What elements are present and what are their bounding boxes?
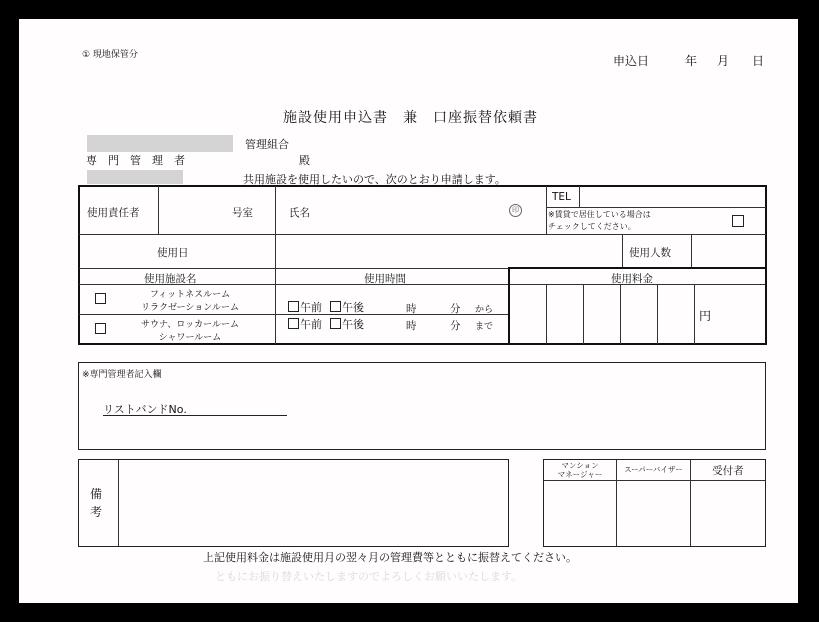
start-pm-checkbox[interactable] (330, 301, 341, 312)
tel-label: TEL (552, 191, 571, 203)
name-label: 氏名 (289, 207, 310, 219)
manager-section-title: ※専門管理者記入欄 (82, 370, 162, 380)
start-am-checkbox[interactable] (288, 301, 299, 312)
redacted-property-name (87, 170, 183, 184)
redacted-association-name (87, 135, 233, 152)
intro-text: 共用施設を使用したいので、次のとおり申請します。 (243, 173, 506, 186)
seal-mark: 印 (509, 204, 522, 217)
end-pm-label: 午後 (342, 318, 364, 331)
end-am-checkbox[interactable] (288, 318, 299, 329)
start-am-label: 午前 (300, 301, 322, 314)
rent-note-line1: ※賃貸で居住している場合は (548, 210, 651, 219)
facility2-name-line1: サウナ、ロッカールーム (140, 320, 239, 330)
end-minute-label: 分 (450, 320, 461, 332)
remarks-label-2: 考 (90, 505, 103, 519)
receiver-label: 受付者 (712, 465, 744, 477)
facility1-checkbox[interactable] (95, 293, 106, 304)
honorific-label: 殿 (299, 154, 310, 167)
time-header: 使用時間 (364, 273, 406, 285)
day-label: 日 (752, 54, 765, 68)
rental-checkbox[interactable] (732, 215, 744, 227)
footer-note: 上記使用料金は施設使用月の翌々月の管理費等とともに振替えてください。 (203, 551, 577, 564)
copy-label: ① 現地保管分 (82, 50, 138, 60)
mansion-manager-label-2: マネージャー (557, 470, 603, 479)
application-form-sheet (19, 19, 798, 603)
yen-label: 円 (699, 309, 712, 323)
facility2-checkbox[interactable] (95, 323, 106, 334)
use-date-label: 使用日 (157, 247, 189, 259)
supervisor-label: スーパーバイザー (624, 465, 683, 474)
room-label: 号室 (232, 207, 253, 219)
month-label: 月 (717, 54, 730, 68)
association-label: 管理組合 (245, 138, 289, 151)
application-date-label: 申込日 (613, 54, 650, 68)
form-title: 施設使用申込書 兼 口座振替依頼書 (283, 110, 538, 126)
facility1-name-line1: フィットネスルーム (149, 290, 231, 300)
end-hour-label: 時 (406, 320, 417, 332)
remarks-box (78, 459, 509, 547)
start-pm-label: 午後 (342, 301, 364, 314)
manager-label: 専 門 管 理 者 (86, 154, 185, 167)
start-minute-label: 分 (450, 303, 461, 315)
responsible-label: 使用責任者 (87, 207, 140, 219)
mansion-manager-label-1: マンション (561, 461, 599, 470)
until-label: まで (475, 322, 494, 332)
remarks-label-1: 備 (90, 487, 103, 501)
facility-header: 使用施設名 (144, 273, 197, 285)
start-hour-label: 時 (406, 303, 417, 315)
year-label: 年 (685, 54, 698, 68)
facility1-name-line2: リラクゼーションルーム (140, 303, 240, 313)
footer-note-faint: ともにお振り替えいたしますのでよろしくお願いいたします。 (215, 570, 523, 583)
fee-header: 使用料金 (611, 273, 653, 285)
end-am-label: 午前 (300, 318, 322, 331)
from-label: から (475, 305, 494, 315)
rent-note-line2: チェックしてください。 (548, 222, 636, 231)
facility2-name-line2: シャワールーム (158, 333, 222, 343)
wristband-label: リストバンドNo. (103, 403, 187, 416)
end-pm-checkbox[interactable] (330, 318, 341, 329)
persons-label: 使用人数 (629, 247, 671, 259)
